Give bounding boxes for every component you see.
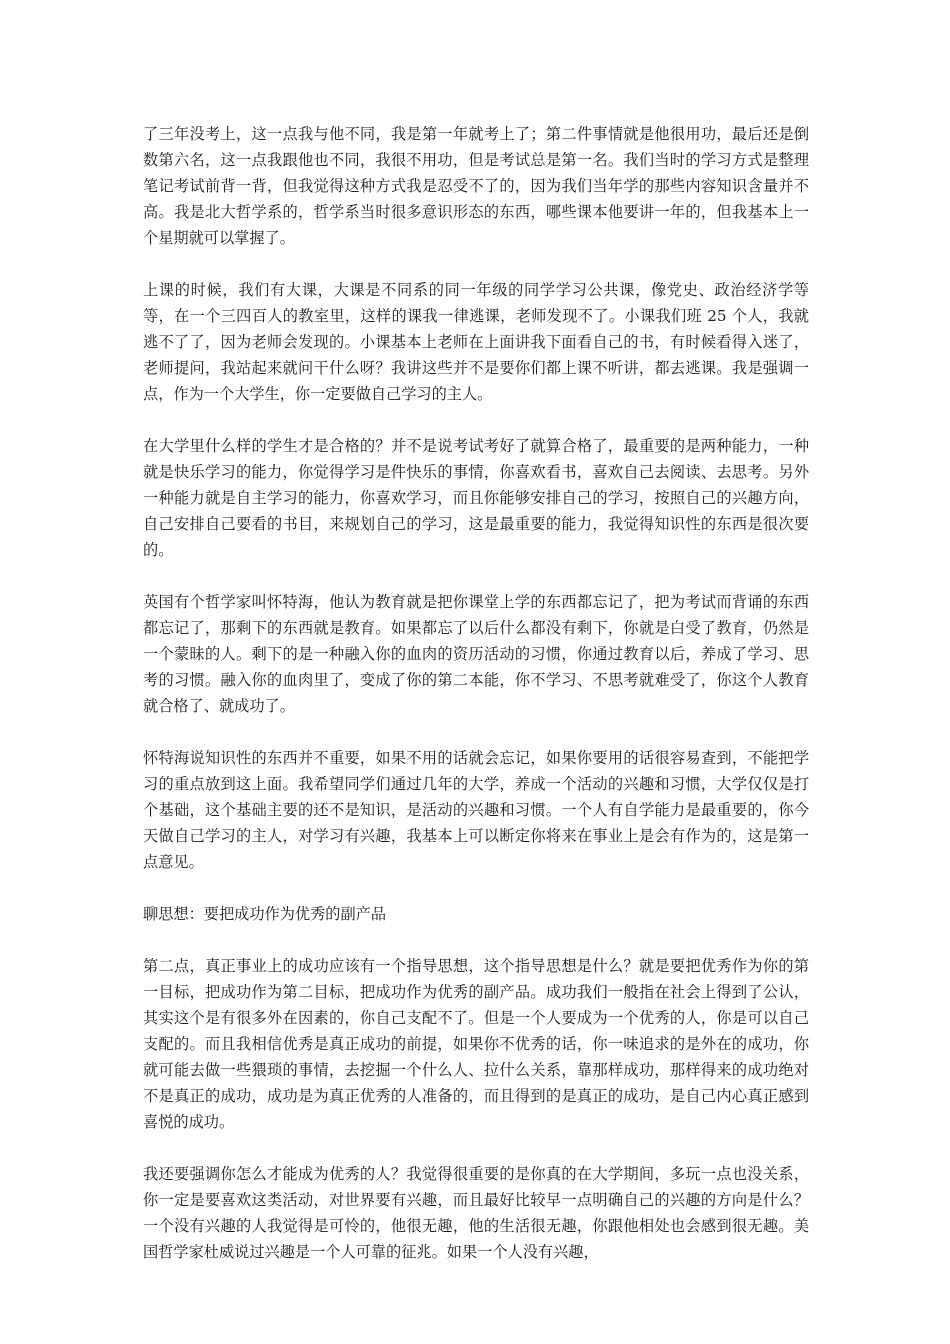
- paragraph: 怀特海说知识性的东西并不重要，如果不用的话就会忘记，如果你要用的话很容易查到，不能把学习的重点放到这上面。我希望同学们通过几年的大学，养成一个活动的兴趣和习惯，大学仅仅是打个基础，这个基础主要的还不是知识，是活动的兴趣和习惯。一个人有自学能力是最重要的，你今天做自己学习的主人，对学习有兴趣，我基本上可以断定你将来在事业上是会有作为的，这是第一点意见。: [143, 749, 809, 871]
- paragraph: 第二点，真正事业上的成功应该有一个指导思想，这个指导思想是什么？就是要把优秀作为你的第一目标，把成功作为第二目标，把成功作为优秀的副产品。成功我们一般指在社会上得到了公认，其实这个是有很多外在因素的，你自己支配不了。但是一个人要成为一个优秀的人，你是可以自己支配的。而且我相信优秀是真正成功的前提，如果你不优秀的话，你一味追求的是外在的成功，你就可能去做一些猥琐的事情，去挖掘一个什么人、拉什么关系，靠那样成功，那样得来的成功绝对不是真正的成功，成功是为真正优秀的人准备的，而且得到的是真正的成功，是自己内心真正感到喜悦的成功。: [143, 957, 809, 1131]
- paragraph: 英国有个哲学家叫怀特海，他认为教育就是把你课堂上学的东西都忘记了，把为考试而背诵的东西都忘记了，那剩下的东西就是教育。如果都忘了以后什么都没有剩下，你就是白受了教育，仍然是一个蒙昧的人。剩下的是一种融入你的血肉的资历活动的习惯，你通过教育以后，养成了学习、思考的习惯。融入你的血肉里了，变成了你的第二本能，你不学习、不思考就难受了，你这个人教育就合格了、就成功了。: [143, 593, 809, 715]
- document-body: [143, 121, 809, 1291]
- paragraph: 在大学里什么样的学生才是合格的？并不是说考试考好了就算合格了，最重要的是两种能力，一种就是快乐学习的能力，你觉得学习是件快乐的事情，你喜欢看书，喜欢自己去阅读、去思考。另外一种能力就是自主学习的能力，你喜欢学习，而且你能够安排自己的学习，按照自己的兴趣方向，自己安排自己要看的书目，来规划自己的学习，这是最重要的能力，我觉得知识性的东西是很次要的。: [143, 437, 809, 559]
- paragraph: 我还要强调你怎么才能成为优秀的人？我觉得很重要的是你真的在大学期间，多玩一点也没关系，你一定是要喜欢这类活动，对世界要有兴趣，而且最好比较早一点明确自己的兴趣的方向是什么？一个没有兴趣的人我觉得是可怜的，他很无趣，他的生活很无趣，你跟他相处也会感到很无趣。美国哲学家杜威说过兴趣是一个人可靠的征兆。如果一个人没有兴趣，: [143, 1165, 809, 1261]
- paragraph: 上课的时候，我们有大课，大课是不同系的同一年级的同学学习公共课，像党史、政治经济学等等，在一个三四百人的教室里，这样的课我一律逃课，老师发现不了。小课我们班 25 个人，我就逃不了了，因为老师会发现的。小课基本上老师在上面讲我下面看自己的书，有时候看得入迷了，老师提问，我站起来就问干什么呀？我讲这些并不是要你们都上课不听讲，都去逃课。我是强调一点，作为一个大学生，你一定要做自己学习的主人。: [143, 281, 809, 403]
- paragraph: 了三年没考上，这一点我与他不同，我是第一年就考上了；第二件事情就是他很用功，最后还是倒数第六名，这一点我跟他也不同，我很不用功，但是考试总是第一名。我们当时的学习方式是整理笔记考试前背一背，但我觉得这种方式我是忍受不了的，因为我们当年学的那些内容知识含量并不高。我是北大哲学系的，哲学系当时很多意识形态的东西，哪些课本他要讲一年的，但我基本上一个星期就可以掌握了。: [143, 125, 809, 247]
- section-heading: 聊思想：要把成功作为优秀的副产品: [143, 905, 386, 923]
